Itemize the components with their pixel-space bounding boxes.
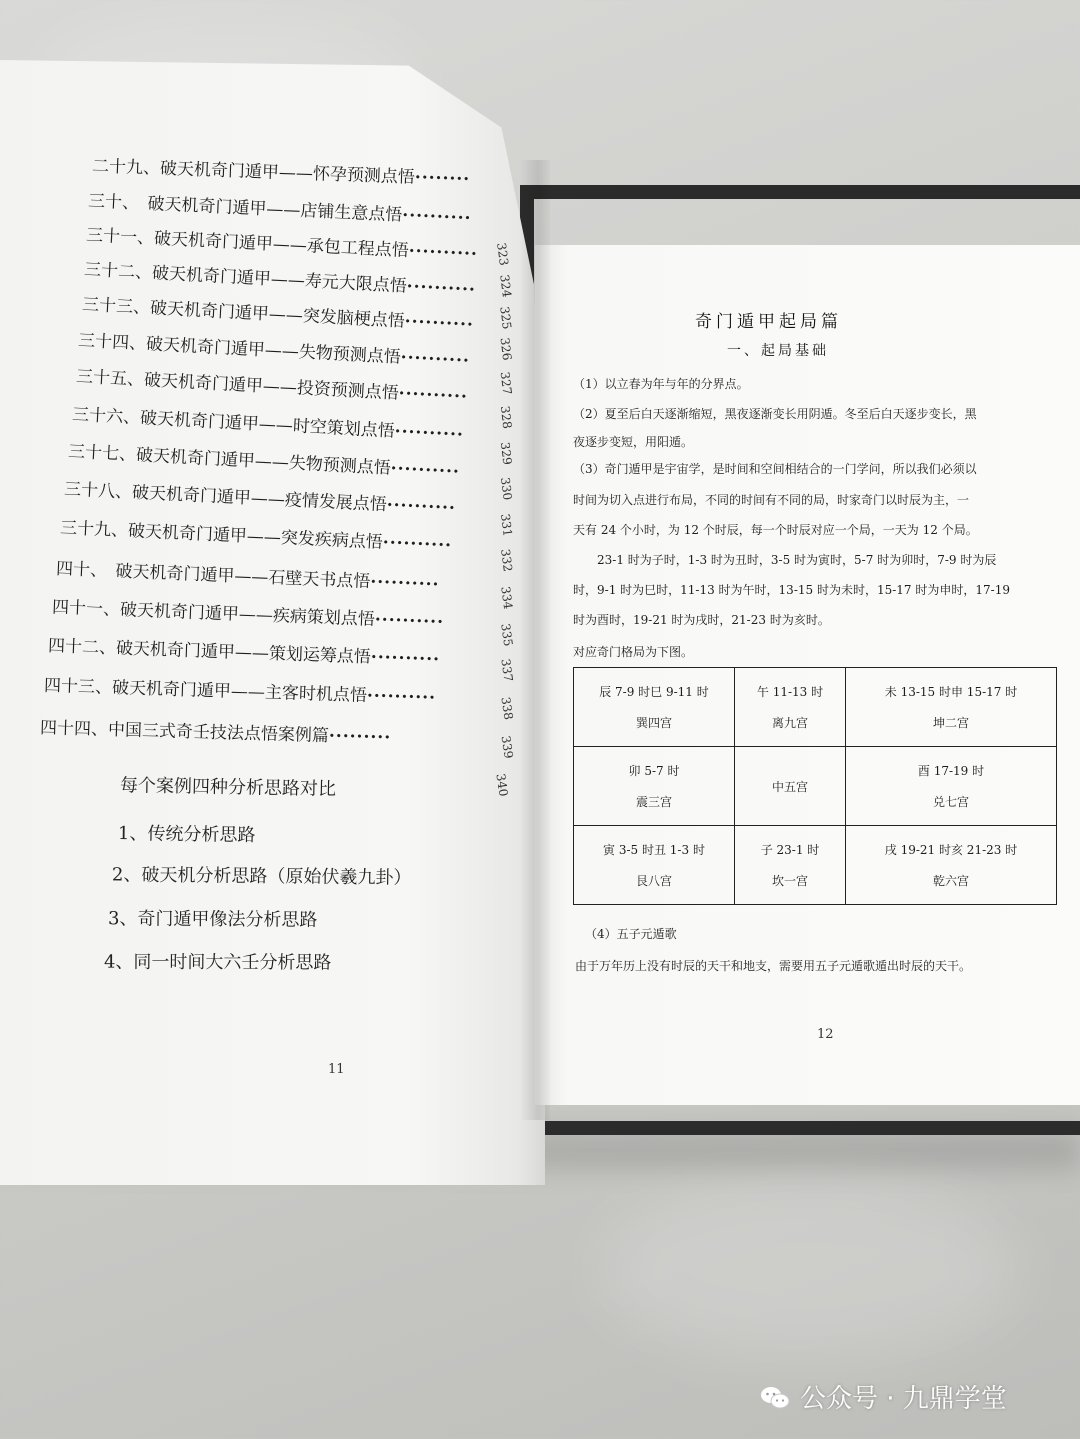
toc-entry-text: 三十二、破天机奇门遁甲——寿元大限点悟 [83,259,408,297]
toc-page-number: 339 [498,734,516,760]
watermark [760,1378,1007,1415]
table-of-contents [0,0,545,1125]
toc-entry-text: 三十五、破天机奇门遁甲——投资预测点悟 [75,366,400,404]
toc-page-number: 338 [498,696,516,721]
sub-item: 2、破天机分析思路（原始伏羲九卦） [111,864,412,889]
palace-name: 坤二宫 [932,716,969,730]
sub-item: 4、同一时间大六壬分析思路 [103,951,332,974]
palace-name: 离九宫 [771,716,808,730]
text-line: 对应奇门格局为下图。 [573,645,694,659]
toc-entry-text: 四十四、中国三式奇壬技法点悟案例篇 [39,718,330,747]
palace-cell [574,826,735,905]
sub-item: 1、传统分析思路 [117,823,256,846]
text-line: 时间为切入点进行布局，不同的时间有不同的局，时家奇门以时辰为主，一 [573,493,970,507]
toc-entry: 四十一、破天机奇门遁甲——疾病策划点悟·········· 335 [51,597,516,648]
toc-entry-text: 三十七、破天机奇门遁甲——失物预测点悟 [67,441,392,479]
table-row [574,668,1057,747]
watermark-text: 公众号 · 九鼎学堂 [800,1384,1007,1414]
toc-entry: 三十、 破天机奇门遁甲——店铺生意点悟·········· 323 [87,191,511,267]
palace-time: 未 13-15 时申 15-17 时 [884,685,1018,699]
palace-cell [735,826,846,905]
toc-entry-text: 四十、 破天机奇门遁甲——石壁天书点悟 [55,558,371,593]
palace-cell [846,747,1057,826]
palace-cell [846,668,1057,747]
palace-name: 坎一宫 [771,874,808,888]
text-line: 由于万年历上没有时辰的天干和地支，需要用五子元遁歌遁出时辰的天干。 [575,959,972,973]
palace-table [573,667,1057,905]
text-line: 时，9-1 时为巳时，11-13 时为午时，13-15 时为未时，15-17 时为申时，17-19 [573,583,1010,597]
toc-entry: 二十九、破天机奇门遁甲——怀孕预测点悟········ [91,156,471,190]
palace-time: 卯 5-7 时 [628,764,680,778]
toc-page-number: 323 [494,241,511,267]
text-line: 夜逐步变短，用阳遁。 [573,435,694,449]
text-line: （4）五子元遁歌 [585,927,677,941]
toc-page-number: 335 [498,622,516,648]
toc-page-number: 331 [497,512,515,538]
toc-entry-text: 四十二、破天机奇门遁甲——策划运筹点悟 [47,636,372,668]
table-row [574,826,1057,905]
toc-entry: 四十、 破天机奇门遁甲——石壁天书点悟·········· 334 [55,558,516,611]
toc-page-number: 334 [498,585,516,611]
palace-time: 酉 17-19 时 [917,764,985,778]
page-number-right: 12 [817,1027,834,1042]
text-line: 23-1 时为子时，1-3 时为丑时，3-5 时为寅时，5-7 时为卯时，7-9 时为辰 [597,553,997,567]
toc-page-number: 327 [497,370,515,396]
toc-entry: 三十一、破天机奇门遁甲——承包工程点悟·········· 324 [85,225,514,299]
text-line: 天有 24 个小时，为 12 个时辰，每一个时辰对应一个局，一天为 12 个局。 [573,523,978,537]
page-number-left: 11 [328,1062,345,1077]
palace-name: 兑七宫 [932,795,969,809]
toc-entry-text: 三十八、破天机奇门遁甲——疫情发展点悟 [63,479,388,516]
palace-cell [735,747,846,826]
text-line: （1）以立春为年与年的分界点。 [573,377,749,391]
toc-entry: 四十二、破天机奇门遁甲——策划运筹点悟·········· 337 [47,636,516,683]
toc-page-number: 332 [498,548,515,573]
toc-entry-text: 三十九、破天机奇门遁甲——突发疾病点悟 [59,518,384,553]
toc-entry-text: 四十一、破天机奇门遁甲——疾病策划点悟 [51,597,376,630]
text-line: 时为酉时，19-21 时为戌时，21-23 时为亥时。 [573,613,830,627]
toc-entry: 三十二、破天机奇门遁甲——寿元大限点悟·········· 325 [83,259,514,331]
toc-entry: 三十九、破天机奇门遁甲——突发疾病点悟·········· 332 [59,518,515,573]
palace-time: 子 23-1 时 [760,843,820,857]
wechat-icon [760,1385,790,1411]
toc-entry: 四十三、破天机奇门遁甲——主客时机点悟·········· 338 [43,675,516,721]
sub-item: 3、奇门遁甲像法分析思路 [107,908,318,931]
sub-heading: 每个案例四种分析思路对比 [119,775,337,800]
right-page-content [535,245,1080,1105]
palace-time: 午 11-13 时 [756,685,824,699]
palace-time: 戌 19-21 时亥 21-23 时 [884,843,1018,857]
toc-entry-text: 三十一、破天机奇门遁甲——承包工程点悟 [85,225,410,262]
palace-name: 震三宫 [635,795,672,809]
toc-page-number: 325 [497,305,514,331]
palace-name: 艮八宫 [635,874,672,888]
toc-entry-text: 四十三、破天机奇门遁甲——主客时机点悟 [43,675,368,706]
toc-entry-text: 三十、 破天机奇门遁甲——店铺生意点悟 [87,191,403,226]
toc-entry-text: 三十四、破天机奇门遁甲——失物预测点悟 [77,330,402,368]
palace-cell [846,826,1057,905]
toc-entry: 四十四、中国三式奇壬技法点悟案例篇········· 339 340 [39,718,516,798]
toc-page-number: 329 [497,441,515,466]
toc-entry-text: 二十九、破天机奇门遁甲——怀孕预测点悟 [91,156,416,188]
toc-page-number: 328 [497,405,515,430]
text-line: （3）奇门遁甲是宇宙学，是时间和空间相结合的一门学问，所以我们必须以 [573,462,977,476]
toc-entry-text: 三十三、破天机奇门遁甲——突发脑梗点悟 [81,294,406,332]
palace-cell [574,747,735,826]
toc-page-number: 326 [497,336,515,362]
toc-page-number: 340 [493,772,511,798]
text-line: （2）夏至后白天逐渐缩短，黑夜逐渐变长用阴遁。冬至后白天逐步变长，黑 [573,407,977,421]
toc-entry: 三十五、破天机奇门遁甲——投资预测点悟·········· 328 [75,366,515,430]
toc-entry: 三十七、破天机奇门遁甲——失物预测点悟·········· 330 [67,441,515,501]
toc-entry: 三十六、破天机奇门遁甲——时空策划点悟·········· 329 [71,404,515,466]
palace-cell [574,668,735,747]
section-heading: 一、起局基础 [727,343,829,359]
toc-page-number: 337 [498,657,516,683]
palace-cell [735,668,846,747]
palace-name: 巽四宫 [635,716,672,730]
toc-entry: 三十四、破天机奇门遁甲——失物预测点悟·········· 327 [77,330,515,396]
page-title: 奇门遁甲起局篇 [695,312,842,332]
palace-name: 中五宫 [771,779,808,794]
toc-entry-text: 三十六、破天机奇门遁甲——时空策划点悟 [71,404,396,442]
toc-entry: 三十八、破天机奇门遁甲——疫情发展点悟·········· 331 [63,479,515,538]
table-row [574,747,1057,826]
palace-time: 辰 7-9 时巳 9-11 时 [599,685,709,699]
palace-name: 乾六宫 [932,874,969,888]
palace-time: 寅 3-5 时丑 1-3 时 [603,843,705,857]
toc-entry: 三十三、破天机奇门遁甲——突发脑梗点悟·········· 326 [81,294,515,362]
toc-page-number: 330 [497,476,515,501]
toc-page-number: 324 [497,273,514,299]
